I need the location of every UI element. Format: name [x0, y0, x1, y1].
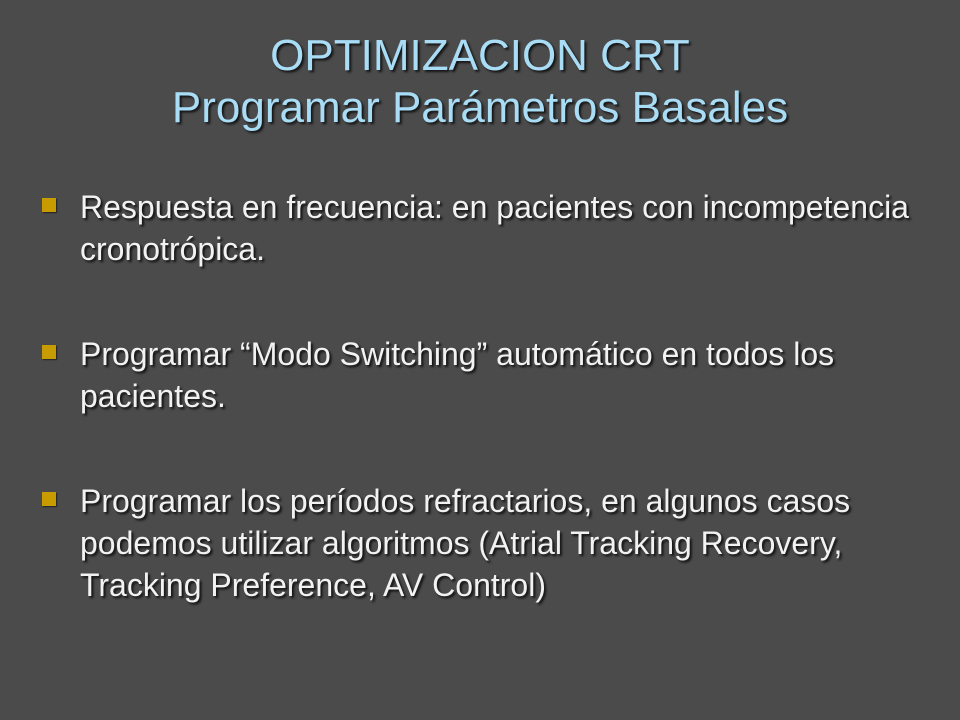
- bullet-list: [42, 186, 922, 606]
- bullet-item-refractory-periods: [42, 480, 922, 606]
- bullet-text: Programar los períodos refractarios, en algunos casos podemos utilizar algoritmos (Atrial Tracking Recovery, Tracking Preference, AV Control): [80, 483, 851, 603]
- slide-title-line-2: Programar Parámetros Basales: [171, 83, 789, 132]
- slide-title: [0, 30, 960, 134]
- square-bullet-icon: [42, 345, 56, 359]
- bullet-text: Programar “Modo Switching” automático en todos los pacientes.: [80, 336, 835, 414]
- bullet-item-rate-response: [42, 186, 922, 270]
- bullet-text: Respuesta en frecuencia: en pacientes con incompetencia cronotrópica.: [80, 189, 909, 267]
- bullet-item-mode-switching: [42, 333, 922, 417]
- square-bullet-icon: [42, 492, 56, 506]
- slide-title-line-1: OPTIMIZACION CRT: [270, 31, 690, 80]
- square-bullet-icon: [42, 198, 56, 212]
